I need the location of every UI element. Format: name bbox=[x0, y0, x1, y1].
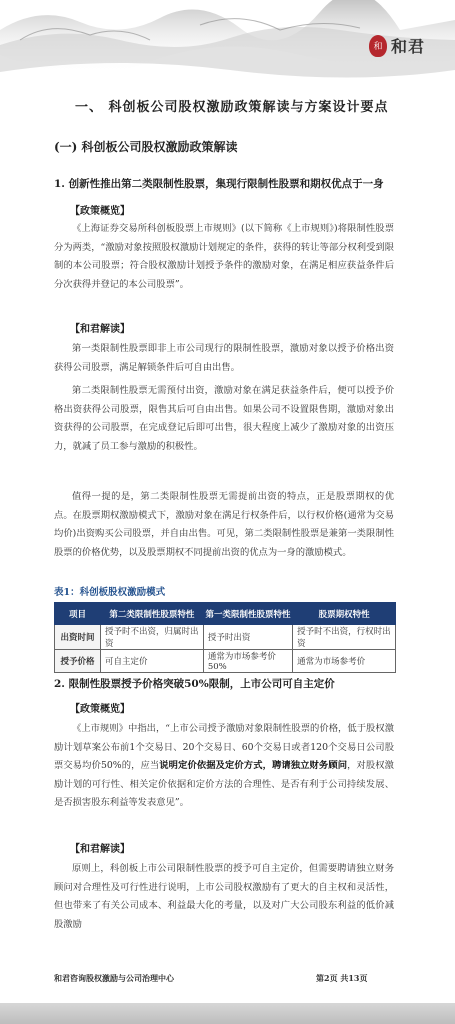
footer-org: 和君咨询股权激励与公司治理中心 bbox=[54, 973, 174, 983]
table-cell: 通常为市场参考价50% bbox=[203, 650, 292, 673]
table-cell: 授予时不出资，行权时出资 bbox=[293, 625, 396, 650]
chapter-title: 一、 科创板公司股权激励政策解读与方案设计要点 bbox=[75, 100, 389, 115]
table-header-cell: 第一类限制性股票特性 bbox=[203, 603, 292, 625]
table-cell: 可自主定价 bbox=[101, 650, 204, 673]
table-row-header: 授予价格 bbox=[55, 650, 101, 673]
item2-interpret-tag: 【和君解读】 bbox=[70, 844, 130, 855]
header-ink-landscape bbox=[0, 0, 455, 85]
item2-policy-text-bold: 说明定价依据及定价方式，聘请独立财务顾问 bbox=[159, 760, 348, 771]
company-logo bbox=[369, 34, 425, 57]
table-row-header: 出资时间 bbox=[55, 625, 101, 650]
item2-heading: 2. 限制性股票授予价格突破50%限制，上市公司可自主定价 bbox=[54, 678, 335, 690]
item2-policy-text-b: ，对股权激励计划的可行性、相关定价依据和定价方法的合理性、是否有利于公司持续发展、是否损害股东利益等发表意见”。 bbox=[54, 760, 394, 808]
table-cell: 授予时出资 bbox=[203, 625, 292, 650]
item1-interpret-p1: 第一类限制性股票即非上市公司现行的限制性股票，激励对象以授予价格出资获得公司股票，满足解锁条件后可自由出售。 bbox=[54, 343, 394, 373]
item2-policy-text-a: 《上市规则》中指出，“上市公司授予激励对象限制性股票的价格，低于股权激励计划草案公布前1个交易日、20个交易日、60个交易日或者120个交易日公司股票交易均价50%的，应当 bbox=[54, 723, 394, 771]
table-row bbox=[55, 625, 396, 650]
footer-bar bbox=[0, 1003, 455, 1024]
table-row bbox=[55, 650, 396, 673]
item1-interpret-p2: 第二类限制性股票无需预付出资，激励对象在满足获益条件后，便可以授予价格出资获得公司股票，限售其后可自由出售。如果公司不设置限售期，激励对象出资获得的公司股票，在完成登记后即可出售，很大程度上减少了激励对象的出资压力，就减了员工参与激励的积极性。 bbox=[54, 385, 394, 452]
table-caption: 表1：科创板股权激励模式 bbox=[54, 587, 166, 598]
item2-policy-tag: 【政策概览】 bbox=[70, 704, 130, 715]
item1-policy-text: 《上海证券交易所科创板股票上市规则》(以下简称《上市规则》)将限制性股票分为两类，“激励对象按照股权激励计划规定的条件，获得的转让等部分权利受到限制的本公司股票；符合股权激励计划授予条件的激励对象，在满足相应获益条件后分次获得并登记的本公司股票”。 bbox=[54, 223, 394, 290]
logo-seal: 和 bbox=[369, 35, 387, 57]
table-cell: 通常为市场参考价 bbox=[293, 650, 396, 673]
table-header-cell: 股票期权特性 bbox=[293, 603, 396, 625]
table-cell: 授予时不出资，归属时出资 bbox=[101, 625, 204, 650]
incentive-mode-table bbox=[54, 602, 396, 673]
item1-interpret-tag: 【和君解读】 bbox=[70, 324, 130, 335]
item2-policy-text bbox=[54, 720, 394, 813]
footer-page-number: 第2页 共13页 bbox=[316, 973, 368, 983]
item1-interpret-p3: 值得一提的是，第二类限制性股票无需提前出资的特点，正是股票期权的优点。在股票期权激励模式下，激励对象在满足行权条件后，以行权价格(通常为交易均价)出资购买公司股票，并自由出售。可见，第二类限制性股票是兼第一类限制性股票的价格优势，以及股票期权不同提前出资的优点为一身的激励模式。 bbox=[54, 491, 394, 558]
table-header-row bbox=[55, 603, 396, 625]
table-header-cell: 项目 bbox=[55, 603, 101, 625]
table-header-cell: 第二类限制性股票特性 bbox=[101, 603, 204, 625]
item1-heading: 1. 创新性推出第二类限制性股票，集现行限制性股票和期权优点于一身 bbox=[54, 178, 384, 190]
item2-interpret-p1: 原则上，科创板上市公司限制性股票的授予可自主定价，但需要聘请独立财务顾问对合理性及可行性进行说明，上市公司股权激励有了更大的自主权和灵活性，但也带来了有关公司成本、利益最大化的考量，以及对广大公司股东利益的低价减股激励 bbox=[54, 863, 394, 930]
section-heading: (一) 科创板公司股权激励政策解读 bbox=[54, 140, 238, 154]
logo-text: 和君 bbox=[390, 37, 425, 56]
item1-policy-tag: 【政策概览】 bbox=[70, 206, 130, 217]
